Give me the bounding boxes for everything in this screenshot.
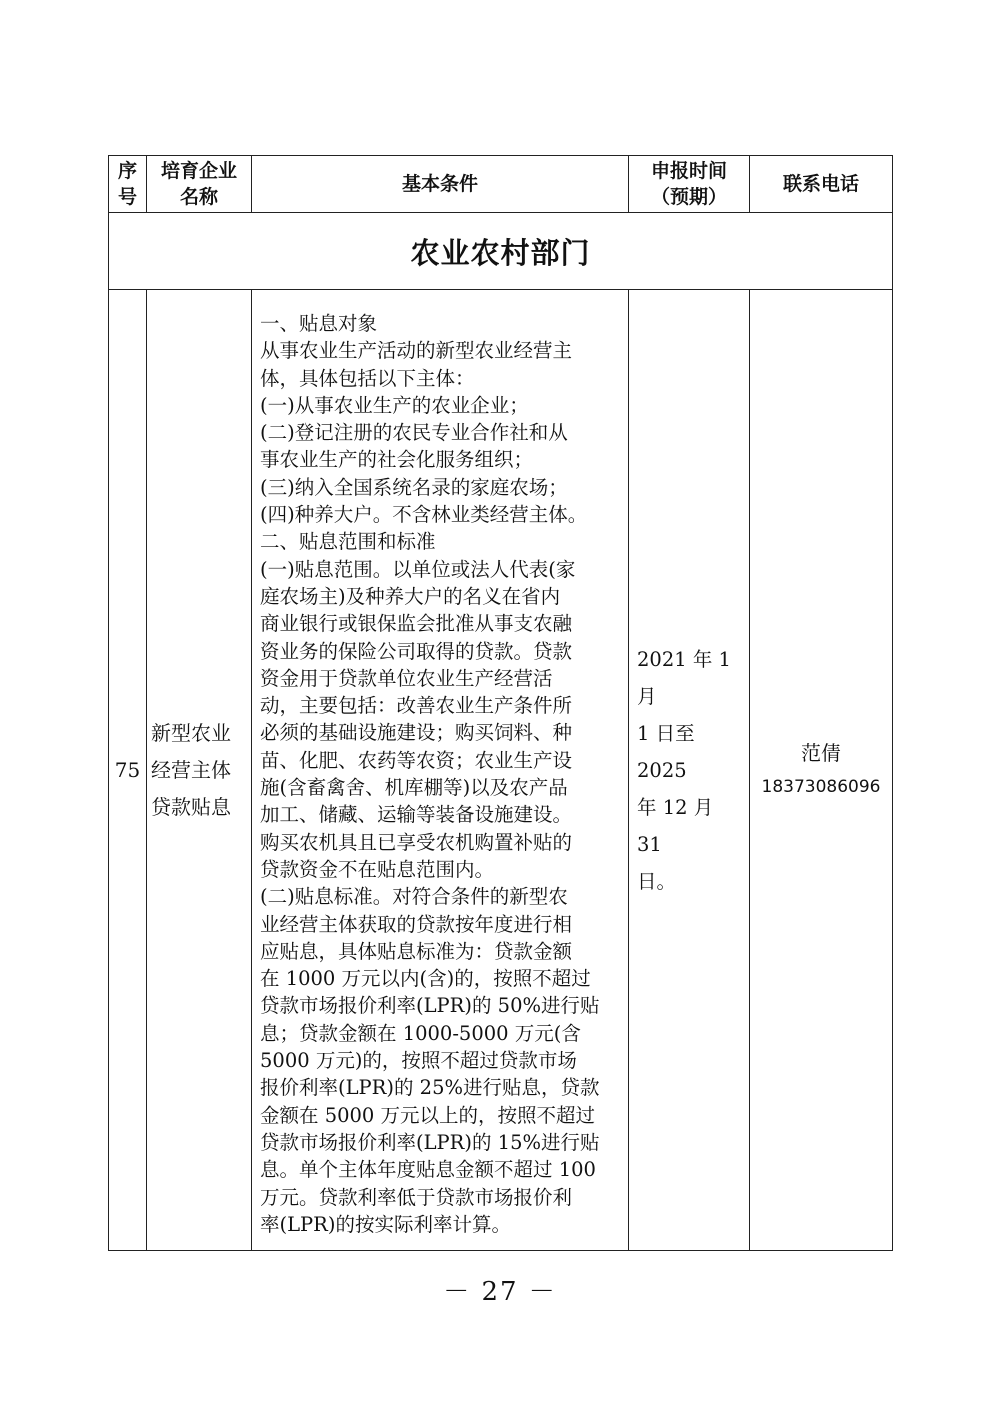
name-line: 新型农业 <box>151 720 231 745</box>
condition-line: (一)贴息范围。以单位或法人代表(家 <box>260 557 576 581</box>
condition-line: 贷款资金不在贴息范围内。 <box>260 857 495 881</box>
condition-line: 苗、化肥、农药等农资；农业生产设 <box>260 748 573 772</box>
condition-line: 在 1000 万元以内(含)的，按照不超过 <box>260 967 591 991</box>
condition-line: 资业务的保险公司取得的贷款。贷款 <box>260 639 573 663</box>
condition-line: 息；贷款金额在 1000-5000 万元(含 <box>260 1021 581 1045</box>
condition-line: 事农业生产的社会化服务组织； <box>260 448 534 472</box>
name-line: 经营主体 <box>151 757 231 782</box>
policy-table <box>108 155 893 1251</box>
header-row <box>109 156 893 213</box>
row-enterprise-name <box>147 290 252 1251</box>
condition-line: 报价利率(LPR)的 25%进行贴息，贷款 <box>260 1076 600 1100</box>
row-conditions <box>252 290 629 1251</box>
condition-line: 资金用于贷款单位农业生产经营活 <box>260 666 553 690</box>
condition-line: (二)贴息标准。对符合条件的新型农 <box>260 885 568 909</box>
row-application-time <box>629 290 750 1251</box>
condition-line: 商业银行或银保监会批准从事支农融 <box>260 612 573 636</box>
condition-line: 二、贴息范围和标准 <box>260 530 436 554</box>
header-application-time: 申报时间 （预期） <box>629 156 750 213</box>
condition-line: 金额在 5000 万元以上的，按照不超过 <box>260 1103 596 1127</box>
contact-name: 范倩 <box>801 741 841 765</box>
condition-line: 必须的基础设施建设；购买饲料、种 <box>260 721 573 745</box>
condition-line: 万元。贷款利率低于贷款市场报价利 <box>260 1185 573 1209</box>
time-line: 1 日至 2025 <box>637 721 695 782</box>
time-line: 年 12 月 31 <box>637 795 714 856</box>
condition-line: 从事农业生产活动的新型农业经营主 <box>260 339 573 363</box>
header-conditions: 基本条件 <box>252 156 629 213</box>
condition-line: 购买农机具且已享受农机购置补贴的 <box>260 830 573 854</box>
condition-line: 体，具体包括以下主体： <box>260 366 475 390</box>
page-number: － 27 － <box>443 1277 557 1307</box>
condition-line: 施(含畜禽舍、机库棚等)以及农产品 <box>260 776 568 800</box>
row-seq: 75 <box>109 290 147 1251</box>
header-seq: 序 号 <box>109 156 147 213</box>
condition-line: 5000 万元)的，按照不超过贷款市场 <box>260 1049 577 1073</box>
header-contact-phone: 联系电话 <box>750 156 893 213</box>
table-row <box>109 290 893 1251</box>
condition-line: 业经营主体获取的贷款按年度进行相 <box>260 912 573 936</box>
condition-line: 动，主要包括：改善农业生产条件所 <box>260 694 573 718</box>
condition-line: 贷款市场报价利率(LPR)的 50%进行贴 <box>260 994 600 1018</box>
header-enterprise-name: 培育企业 名称 <box>147 156 252 213</box>
contact-phone: 18373086096 <box>761 777 881 797</box>
condition-line: 加工、储藏、运输等装备设施建设。 <box>260 803 573 827</box>
condition-line: 应贴息，具体贴息标准为：贷款金额 <box>260 939 573 963</box>
condition-line: 一、贴息对象 <box>260 312 378 335</box>
condition-line: (二)登记注册的农民专业合作社和从 <box>260 421 568 445</box>
section-row <box>109 213 893 290</box>
section-title: 农业农村部门 <box>109 213 893 290</box>
condition-line: 庭农场主)及种养大户的名义在省内 <box>260 584 561 608</box>
condition-line: (四)种养大户。不含林业类经营主体。 <box>260 503 588 527</box>
name-line: 贷款贴息 <box>151 794 231 819</box>
condition-line: 贷款市场报价利率(LPR)的 15%进行贴 <box>260 1130 600 1154</box>
condition-line: 息。单个主体年度贴息金额不超过 100 <box>260 1158 596 1182</box>
condition-line: (三)纳入全国系统名录的家庭农场； <box>260 475 568 499</box>
row-contact <box>750 290 893 1251</box>
condition-line: (一)从事农业生产的农业企业； <box>260 393 529 417</box>
time-line: 日。 <box>637 869 677 893</box>
time-line: 2021 年 1 月 <box>637 647 731 708</box>
condition-line: 率(LPR)的按实际利率计算。 <box>260 1212 511 1236</box>
